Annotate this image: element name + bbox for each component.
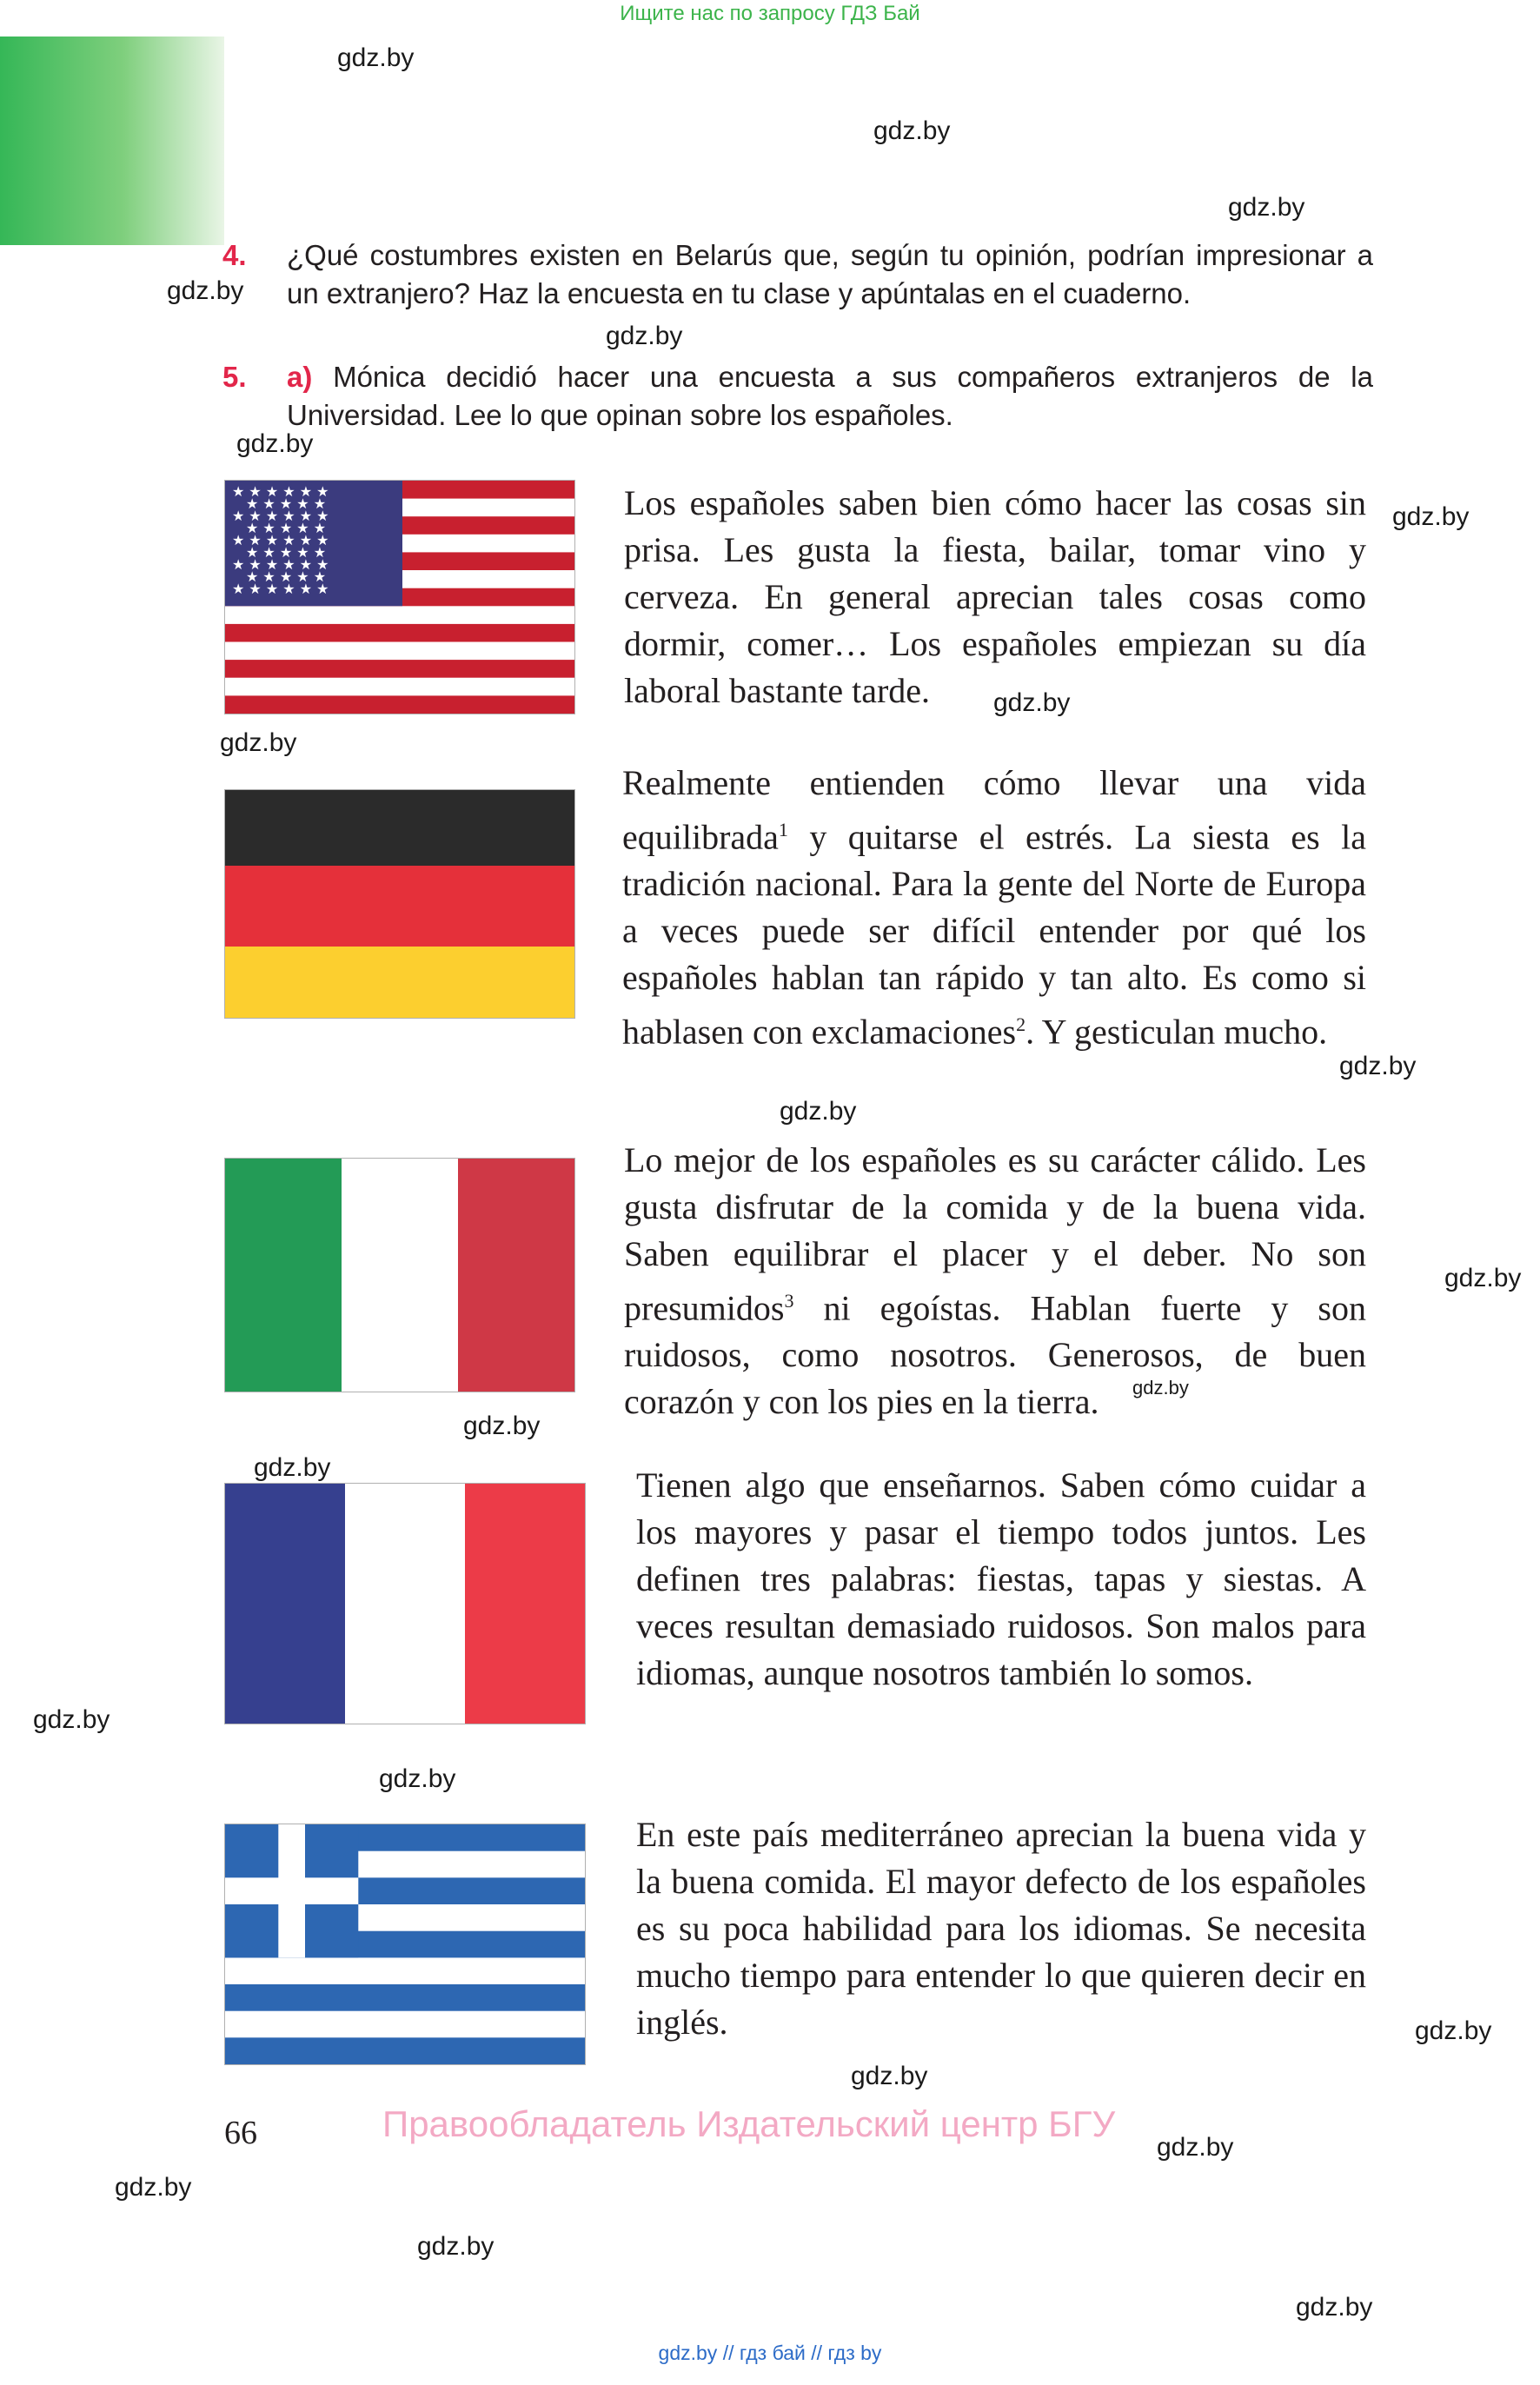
footnote-ref: 3 — [784, 1290, 794, 1312]
opinion-text: . Y gesticulan mucho. — [1026, 1012, 1328, 1052]
opinion-text: ni egoístas. Hablan fuerte y son ruidosos, como nosotros. Generosos, de buen corazón y con los pies en la tierra. — [624, 1288, 1366, 1422]
task-number: 4. — [222, 239, 247, 271]
header-note: Ищите нас по запросу ГДЗ Бай — [620, 2, 920, 25]
watermark: gdz.by — [115, 2173, 192, 2202]
usa-flag — [224, 480, 575, 714]
opinion-greece: En este país mediterráneo aprecian la buena vida y la buena comida. El mayor defecto de los españoles es su poca habilidad para los idiomas. Se necesita mucho tiempo para entender lo que quieren decir en inglés. — [636, 1815, 1366, 2042]
green-corner-block — [0, 37, 224, 245]
opinion-text: Lo mejor de los españoles es su carácter cálido. Les gusta disfrutar de la comida y de la buena vida. Saben equilibrar el placer y el deber. No son presumidos — [624, 1140, 1366, 1328]
opinion-italy — [624, 1137, 1366, 1425]
watermark: gdz.by — [851, 2062, 928, 2090]
svg-text:★ ★ ★ ★ ★: ★ ★ ★ ★ ★ — [246, 568, 327, 585]
greece-flag — [224, 1824, 586, 2065]
watermark: gdz.by — [220, 728, 297, 757]
watermark: gdz.by — [1157, 2133, 1234, 2162]
svg-text:★ ★ ★ ★ ★: ★ ★ ★ ★ ★ — [246, 495, 327, 512]
watermark: gdz.by — [1132, 1377, 1189, 1398]
svg-text:★ ★ ★ ★ ★: ★ ★ ★ ★ ★ — [246, 544, 327, 561]
svg-text:★ ★ ★ ★ ★ ★: ★ ★ ★ ★ ★ ★ — [232, 581, 329, 597]
task-sub-label: a) — [287, 361, 313, 393]
page-number: 66 — [224, 2115, 257, 2151]
italy-flag — [224, 1158, 575, 1392]
watermark: gdz.by — [993, 688, 1071, 717]
opinion-text: Realmente entienden cómo llevar una vida equilibrada — [622, 763, 1366, 857]
footer-links: gdz.by // гдз бай // гдз by — [658, 2342, 882, 2364]
task-5 — [165, 358, 1373, 436]
watermark: gdz.by — [1444, 1264, 1522, 1292]
footnote-ref: 2 — [1016, 1013, 1026, 1036]
opinion-usa: Los españoles saben bien cómo hacer las cosas sin prisa. Les gusta la fiesta, bailar, tomar vino y cerveza. En general aprecian tales cosas como dormir, comer… Los españoles empiezan su día laboral bastante tarde. — [624, 483, 1366, 710]
watermark: gdz.by — [33, 1705, 110, 1734]
svg-text:★ ★ ★ ★ ★ ★: ★ ★ ★ ★ ★ ★ — [232, 508, 329, 524]
footnote-ref: 1 — [778, 819, 788, 840]
germany-flag — [224, 789, 575, 1019]
task-text: ¿Qué costumbres existen en Belarús que, según tu opinión, podrían impresionar a un extranjero? Haz la encuesta en tu clase y apúntalas en el cuaderno. — [287, 239, 1373, 309]
france-flag — [224, 1483, 586, 1724]
watermark: gdz.by — [379, 1764, 456, 1793]
opinion-text: y quitarse el estrés. La siesta es la tradición nacional. Para la gente del Norte de Europa a veces puede ser difícil entender por qué los españoles hablan tan rápido y tan alto. Es como si hablasen con exclamaciones — [622, 817, 1366, 1052]
task-number: 5. — [222, 361, 247, 393]
watermark: gdz.by — [417, 2232, 495, 2261]
task-text-container — [287, 358, 1373, 435]
watermark: gdz.by — [254, 1453, 331, 1482]
svg-text:★ ★ ★ ★ ★: ★ ★ ★ ★ ★ — [246, 520, 327, 536]
watermark: gdz.by — [337, 43, 415, 72]
svg-text:★ ★ ★ ★ ★ ★: ★ ★ ★ ★ ★ ★ — [232, 532, 329, 548]
watermark: gdz.by — [780, 1097, 857, 1126]
task-text: Mónica decidió hacer una encuesta a sus compañeros extranjeros de la Universidad. Lee lo que opinan sobre los españoles. — [287, 361, 1373, 431]
watermark: gdz.by — [1339, 1052, 1417, 1080]
opinion-france: Tienen algo que enseñarnos. Saben cómo cuidar a los mayores y pasar el tiempo todos juntos. Les definen tres palabras: fiestas, tapas y siestas. A veces resultan demasiado ruidosos. Son malos para idiomas, aunque nosotros también lo somos. — [636, 1465, 1366, 1692]
copyright-notice: Правообладатель Издательский центр БГУ — [382, 2103, 1116, 2144]
opinion-germany — [622, 760, 1366, 1056]
svg-text:★ ★ ★ ★ ★ ★: ★ ★ ★ ★ ★ ★ — [232, 483, 329, 500]
watermark: gdz.by — [873, 116, 951, 145]
watermark: gdz.by — [606, 322, 683, 350]
watermark: gdz.by — [1228, 193, 1305, 222]
watermark: gdz.by — [167, 276, 244, 305]
task-4 — [165, 236, 1373, 315]
watermark: gdz.by — [236, 429, 314, 458]
watermark: gdz.by — [1296, 2293, 1373, 2322]
watermark: gdz.by — [1415, 2016, 1492, 2045]
watermark: gdz.by — [463, 1412, 541, 1440]
watermark: gdz.by — [1392, 502, 1470, 531]
svg-text:★ ★ ★ ★ ★ ★: ★ ★ ★ ★ ★ ★ — [232, 556, 329, 573]
